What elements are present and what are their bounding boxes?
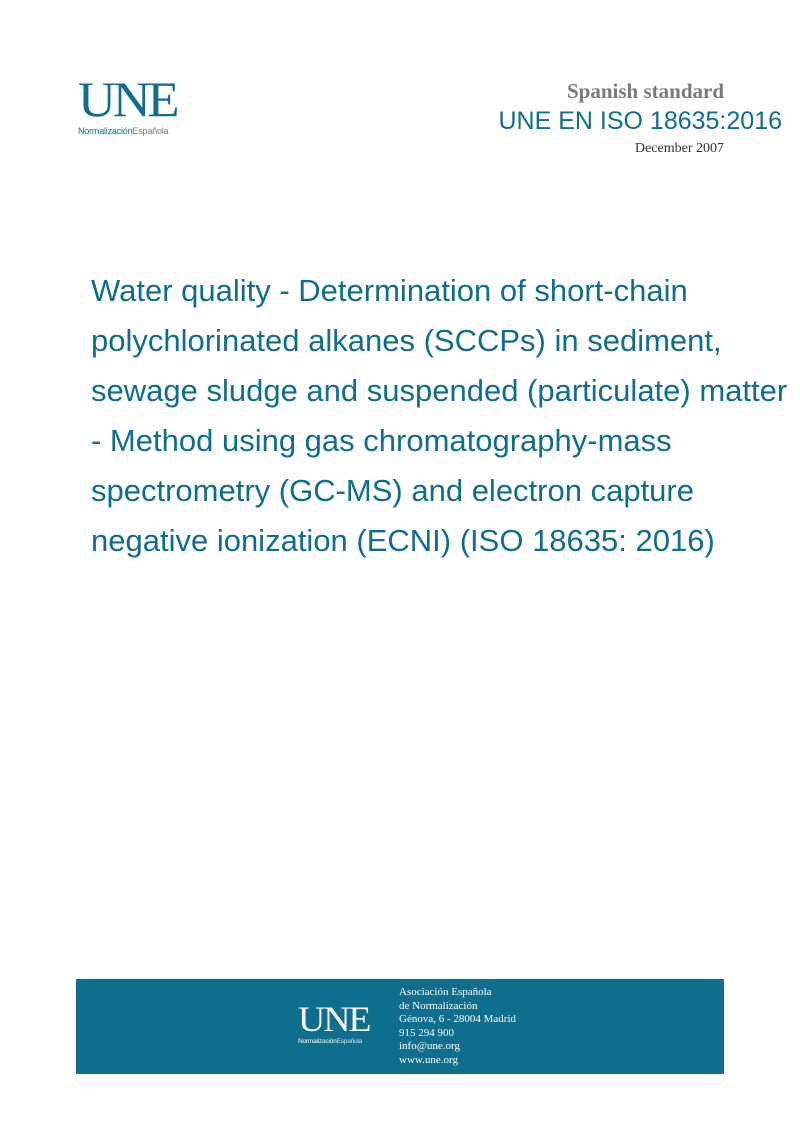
footer-contact-info <box>399 986 516 1068</box>
standard-type: Spanish standard <box>567 79 724 103</box>
footer-org-line2: de Normalización <box>399 999 478 1012</box>
footer-website[interactable]: www.une.org <box>399 1053 458 1066</box>
une-logo <box>78 71 198 144</box>
footer-org-line1: Asociación Española <box>399 986 492 998</box>
logo-sub-espanola: Española <box>132 126 169 136</box>
footer-logo-subtitle <box>298 1038 388 1045</box>
footer-address: Génova, 6 - 28004 Madrid <box>399 1013 517 1026</box>
standard-code: UNE EN ISO 18635:2016 <box>498 107 782 135</box>
footer-band <box>76 979 724 1074</box>
footer-phone: 915 294 900 <box>399 1026 454 1039</box>
standard-header <box>382 78 782 157</box>
une-logo-subtitle <box>78 126 198 136</box>
une-logo-wordmark: UNE <box>78 71 177 127</box>
document-title: Water quality - Determination of short-chain polychlorinated alkanes (SCCPs) in sediment, sewage sludge and suspended (particulate) matter - Method using gas chromatography-mass spectrometry (GC-MS) and electron capture negative ionization (ECNI) (ISO 18635: 2016) <box>91 273 788 558</box>
footer-logo-wordmark: UNE <box>298 999 370 1039</box>
footer-logo-sub-espanola: Española <box>336 1038 363 1045</box>
footer-email[interactable]: info@une.org <box>399 1040 460 1053</box>
footer-une-logo <box>298 1001 388 1045</box>
footer-logo-sub-normalizacion: Normalización <box>298 1038 337 1045</box>
standard-date: December 2007 <box>634 141 724 156</box>
logo-sub-normalizacion: Normalización <box>78 126 133 136</box>
